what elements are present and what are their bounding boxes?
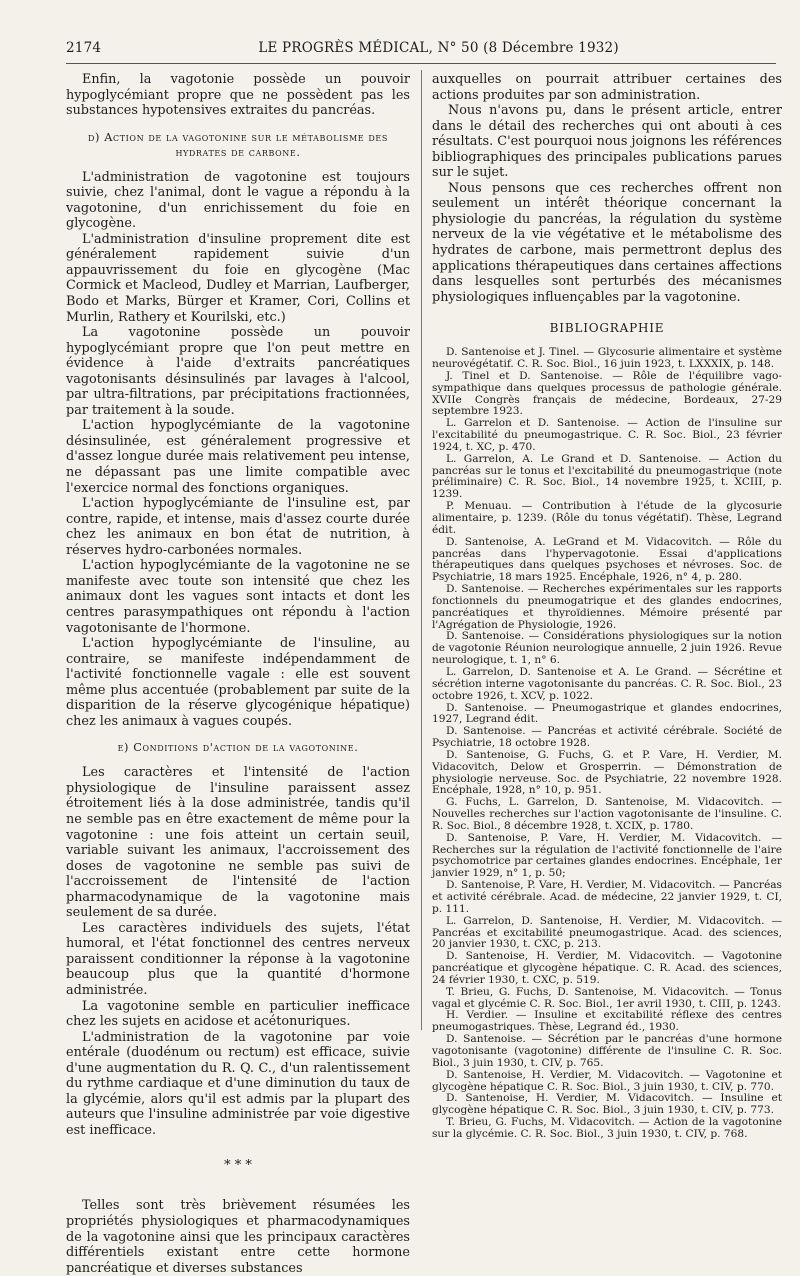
right-body — [432, 72, 782, 305]
paragraph: Les caractères et l'intensité de l'action physiologique de l'insuline paraissent assez étroitement liés à la dose administrée, tandis qu'il ne semble pas en être exactement de même pour la vagotonine : une fois atteint un certain seuil, variable suivant les animaux, l'accroissement des doses de vagotonine ne semble pas suivi de l'accroissement de l'intensité de l'action pharmacodynamique de la vagotonine mais seulement de sa durée. — [66, 765, 410, 921]
bibliography-title: BIBLIOGRAPHIE — [549, 321, 665, 336]
paragraph: Nous n'avons pu, dans le présent article, entrer dans le détail des recherches qui ont abouti à ces résultats. C'est pourquoi nous joignons les références bibliographiques des principales publications parues sur le sujet. — [432, 103, 782, 181]
bib-entry: D. Santenoise. — Considérations physiologiques sur la notion de vagotonie Réunion neurologique annuelle, 2 juin 1926. Revue neurologique, t. 1, n° 6. — [432, 630, 782, 667]
bibliography-list — [432, 347, 782, 1141]
paragraph: Nous pensons que ces recherches offrent non seulement un intérêt théorique concernant la physiologie du pancréas, la régulation du système nerveux de la vie végétative et le métabolisme des hydrates de carbone, mais permettront deplus des applications thérapeutiques dans certaines affections dans lesquelles sont perturbés des mécanismes physiologiques influençables par la vagotonine. — [432, 180, 782, 305]
bib-entry: H. Verdier. — Insuline et excitabilité réflexe des centres pneumogastriques. Thèse, Legrand éd., 1930. — [432, 1009, 782, 1034]
column-divider — [421, 70, 422, 1030]
header-rule — [66, 63, 776, 64]
bib-entry: D. Santenoise, G. Fuchs, G. et P. Vare, H. Verdier, M. Vidacovitch, Delow et Grosperrin. — Démonstration de physiologie nerveuse. Soc. de Psychiatrie, 22 novembre 1928. Encéphale, 1928, n° 10, p. 951. — [432, 748, 782, 797]
paragraph: La vagotonine semble en particulier inefficace chez les sujets en acidose et acétonuriques. — [66, 998, 410, 1030]
bib-entry: D. Santenoise, H. Verdier, M. Vidacovitch. — Vagotonine et glycogène hépatique C. R. Soc. Biol., 3 juin 1930, t. CIV, p. 770. — [432, 1068, 782, 1093]
asterism-separator: * * * — [224, 1158, 252, 1174]
bib-entry: D. Santenoise, P. Vare, H. Verdier, M. Vidacovitch. — Recherches sur la régulation de l'activité fonctionnelle de l'aire psychomotrice par certaines glandes endocrines. Encéphale, 1er janvier 1929, n° 1, p. 50; — [432, 831, 782, 880]
bib-entry: D. Santenoise et J. Tinel. — Glycosurie alimentaire et système neurovégétatif. C. R. Soc. Biol., 16 juin 1923, t. LXXXIX, p. 148. — [432, 346, 782, 371]
paragraph: L'action hypoglycémiante de l'insuline est, par contre, rapide, et intense, mais d'assez courte durée chez les animaux en bon état de nutrition, à réserves hydro-carbonées normales. — [66, 496, 410, 558]
left-column — [66, 72, 410, 1276]
bib-entry: D. Santenoise. — Recherches expérimentales sur les rapports fonctionnels du pneumogatrique et des glandes endocrines, pancréatiques et thyroïdiennes. Mémoire présenté par l'Agrégation de Physiologie, 1926. — [432, 583, 782, 631]
bib-entry: L. Garrelon et D. Santenoise. — Action de l'insuline sur l'excitabilité du pneumogastrique. C. R. Soc. Biol., 23 février 1924, t. XC, p. 470. — [432, 417, 782, 453]
right-column — [432, 72, 782, 1140]
intro-paragraph: Enfin, la vagotonie possède un pouvoir hypoglycémiant propre que ne possèdent pas les substances hypotensives extraites du pancréas. — [66, 72, 410, 119]
bib-entry: L. Garrelon, D. Santenoise, H. Verdier, M. Vidacovitch. — Pancréas et excitabilité pneumogastrique. Acad. des sciences, 20 janvier 1930, t. CXC, p. 213. — [432, 914, 782, 951]
section-e-heading: e) Conditions d'action de la vagotonine. — [117, 741, 359, 755]
page-number: 2174 — [66, 40, 102, 56]
paragraph: Les caractères individuels des sujets, l'état humoral, et l'état fonctionnel des centres nerveux paraissent conditionner la réponse à la vagotonine beaucoup plus que la quantité d'hormone administrée. — [66, 920, 410, 998]
paragraph: L'administration de vagotonine est toujours suivie, chez l'animal, dont le vague a répondu à la vagotonine, d'un enrichissement du foie en glycogène. — [66, 169, 410, 232]
paragraph: La vagotonine possède un pouvoir hypoglycémiant propre que l'on peut mettre en évidence à l'aide d'extraits pancréatiques vagotonisants désinsulinés par lavages à l'alcool, par ultra-filtrations, par précipitations fractionnées, par traitement à la soude. — [66, 325, 410, 418]
bib-entry: D. Santenoise, P. Vare, H. Verdier, M. Vidacovitch. — Pancréas et activité cérébrale. Acad. de médecine, 22 janvier 1929, t. CI, p. 111. — [432, 879, 782, 915]
bib-entry: G. Fuchs, L. Garrelon, D. Santenoise, M. Vidacovitch. — Nouvelles recherches sur l'action vagotonisante de l'insuline. C. R. Soc. Biol., 8 décembre 1928, t. XCIX, p. 1780. — [432, 796, 782, 832]
bib-entry: D. Santenoise, H. Verdier, M. Vidacovitch. — Insuline et glycogène hépatique C. R. Soc. Biol., 3 juin 1930, t. CIV, p. 773. — [432, 1092, 782, 1117]
paragraph: auxquelles on pourrait attribuer certaines des actions produites par son administration. — [432, 72, 782, 103]
paragraph: L'action hypoglycémiante de l'insuline, au contraire, se manifeste indépendamment de l'activité fonctionnelle vagale : elle est souvent même plus accentuée (probablement par suite de la disparition de la réserve glycogénique hépatique) chez les animaux à vagues coupés. — [66, 636, 410, 729]
paragraph: L'administration de la vagotonine par voie entérale (duodénum ou rectum) est efficace, suivie d'une augmentation du R. Q. C., d'un ralentissement du rythme cardiaque et d'une diminution du taux de la glycémie, alors qu'il est admis par la plupart des auteurs que l'insuline administrée par voie digestive est inefficace. — [66, 1029, 410, 1138]
bib-entry: L. Garrelon, D. Santenoise et A. Le Grand. — Sécrétine et sécrétion interne vagotonisante du pancréas. C. R. Soc. Biol., 23 octobre 1926, t. XCV, p. 1022. — [432, 665, 782, 702]
bib-entry: T. Brieu, G. Fuchs, D. Santenoise, M. Vidacovitch. — Tonus vagal et glycémie C. R. Soc. Biol., 1er avril 1930, t. CIII, p. 1243. — [432, 985, 782, 1010]
paragraph: L'action hypoglycémiante de la vagotonine désinsulinée, est généralement progressive et d'assez longue durée mais relativement peu intense, ne dépassant pas une limite compatible avec l'exercice normal des fonctions organiques. — [66, 418, 410, 496]
bib-entry: D. Santenoise. — Pancréas et activité cérébrale. Société de Psychiatrie, 18 octobre 1928. — [432, 725, 782, 750]
bib-entry: D. Santenoise, A. LeGrand et M. Vidacovitch. — Rôle du pancréas dans l'hypervagotonie. Essai d'applications thérapeutiques dans quelques psychoses et névroses. Soc. de Psychiatrie, 18 mars 1925. Encéphale, 1926, n° 4, p. 280. — [432, 535, 782, 584]
paragraph: L'administration d'insuline proprement dite est généralement rapidement suivie d'un appauvrissement du foie en glycogène (Mac Cormick et Macleod, Dudley et Marrian, Laufberger, Bodo et Marks, Bürger et Kramer, Cori, Collins et Murlin, Rathery et Kourilski, etc.) — [66, 231, 410, 325]
bib-entry: T. Brieu, G. Fuchs, M. Vidacovitch. — Action de la vagotonine sur la glycémie. C. R. Soc. Biol., 3 juin 1930, t. CIV, p. 768. — [432, 1116, 782, 1140]
section-d-heading: d) Action de la vagotonine sur le métabolisme des hydrates de carbone. — [88, 130, 388, 159]
closing-paragraph: Telles sont très brièvement résumées les propriétés physiologiques et pharmacodynamiques de la vagotonine ainsi que les principaux caractères différentiels existant entre cette hormone pancréatique et diverses substances — [66, 1198, 410, 1276]
bib-entry: D. Santenoise. — Sécrétion par le pancréas d'une hormone vagotonisante (vagotonine) différente de l'insuline C. R. Soc. Biol., 3 juin 1930, t. CIV, p. 765. — [432, 1033, 782, 1069]
bib-entry: D. Santenoise, H. Verdier, M. Vidacovitch. — Vagotonine pancréatique et glycogène hépatique. C. R. Acad. des sciences, 24 février 1930, t. CXC, p. 519. — [432, 950, 782, 986]
paragraph: L'action hypoglycémiante de la vagotonine ne se manifeste avec toute son intensité que chez les animaux dont les vagues sont intacts et dont les centres parasympathiques ont répondu à l'action vagotonisante de l'hormone. — [66, 558, 410, 636]
bib-entry: P. Menuau. — Contribution à l'étude de la glycosurie alimentaire, p. 1239. (Rôle du tonus végétatif). Thèse, Legrand édit. — [432, 500, 782, 536]
section-e-body — [66, 765, 410, 1138]
bib-entry: D. Santenoise. — Pneumogastrique et glandes endocrines, 1927, Legrand édit. — [432, 701, 782, 726]
bib-entry: L. Garrelon, A. Le Grand et D. Santenoise. — Action du pancréas sur le tonus et l'excitabilité du pneumogastrique (note préliminaire) C. R. Soc. Biol., 14 novembre 1925, t. XCIII, p. 1239. — [432, 452, 782, 501]
section-d-body — [66, 170, 410, 730]
running-title: LE PROGRÈS MÉDICAL, N° 50 (8 Décembre 1932) — [258, 40, 619, 56]
running-header — [66, 40, 776, 62]
bib-entry: J. Tinel et D. Santenoise. — Rôle de l'équilibre vago-sympathique dans quelques processus de pathologie générale. XVIIe Congrès français de médecine, Bordeaux, 27-29 septembre 1923. — [432, 369, 782, 418]
